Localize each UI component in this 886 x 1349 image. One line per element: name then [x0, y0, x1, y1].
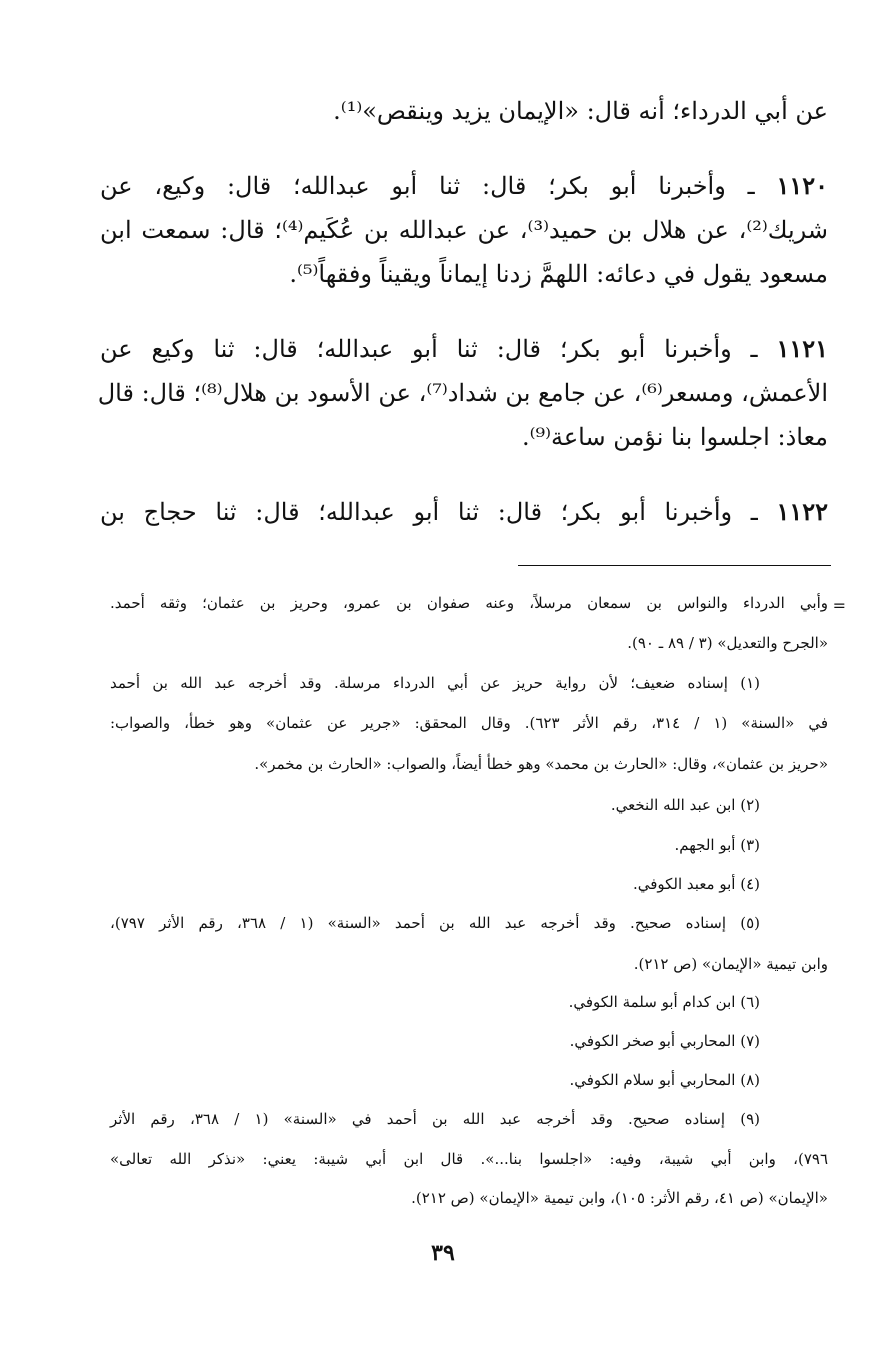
- main-text-line: عن أبي الدرداء؛ أنه قال: «الإيمان يزيد وينقص»⁽¹⁾.: [333, 97, 828, 125]
- footnote-line: وابن تيمية «الإيمان» (ص ٢١٢).: [633, 955, 828, 973]
- footnote-6: (٦) ابن كدام أبو سلمة الكوفي.: [568, 993, 760, 1011]
- hadith-number: ١١٢٠: [776, 171, 828, 200]
- footnote-5-line: (٥) إسناده صحيح. وقد أخرجه عبد الله بن أحمد «السنة» (١ / ٣٦٨، رقم الأثر ٧٩٧)،: [110, 914, 760, 932]
- main-text-line: شريك⁽²⁾، عن هلال بن حميد⁽³⁾، عن عبدالله بن عُكَيم⁽⁴⁾؛ قال: سمعت ابن: [100, 216, 828, 244]
- footnote-line: «حريز بن عثمان»، وقال: «الحارث بن محمد» وهو خطأ أيضاً، والصواب: «الحارث بن مخمر».: [254, 755, 828, 773]
- hadith-number: ١١٢٢: [776, 497, 828, 526]
- main-text-segment: ـ وأخبرنا أبو بكر؛ قال: ثنا أبو عبدالله؛ قال: ثنا حجاج بن: [100, 498, 777, 526]
- main-text-segment: ـ وأخبرنا أبو بكر؛ قال: ثنا أبو عبدالله؛ قال: وكيع، عن: [100, 172, 777, 200]
- footnote-continuation-marker: =: [832, 596, 846, 615]
- footnote-separator: [518, 565, 831, 566]
- footnote-7: (٧) المحاربي أبو صخر الكوفي.: [569, 1032, 760, 1050]
- footnote-line: «الإيمان» (ص ٤١، رقم الأثر: ١٠٥)، وابن تيمية «الإيمان» (ص ٢١٢).: [411, 1189, 828, 1207]
- footnote-line: في «السنة» (١ / ٣١٤، رقم الأثر ٦٢٣). وقال المحقق: «جرير عن عثمان» وهو خطأ، والصواب:: [110, 714, 829, 732]
- footnote-line: «الجرح والتعديل» (٣ / ٨٩ ـ ٩٠).: [627, 634, 828, 652]
- footnote-8: (٨) المحاربي أبو سلام الكوفي.: [569, 1071, 760, 1089]
- footnote-line: وأبي الدرداء والنواس بن سمعان مرسلاً، وعنه صفوان بن عمرو، وحريز بن عثمان؛ وثقه أحمد.: [110, 594, 828, 612]
- main-text-line: الأعمش، ومسعر⁽⁶⁾، عن جامع بن شداد⁽⁷⁾، عن الأسود بن هلال⁽⁸⁾؛ قال: قال: [97, 379, 828, 407]
- footnote-9-line: (٩) إسناده صحيح. وقد أخرجه عبد الله بن أحمد في «السنة» (١ / ٣٦٨، رقم الأثر: [110, 1110, 760, 1128]
- main-text-segment: ـ وأخبرنا أبو بكر؛ قال: ثنا أبو عبدالله؛ قال: ثنا وكيع عن: [100, 335, 777, 363]
- main-text-line: معاذ: اجلسوا بنا نؤمن ساعة⁽⁹⁾.: [521, 423, 828, 451]
- hadith-1120-line: [100, 172, 828, 201]
- page-number: ٣٩: [431, 1240, 455, 1266]
- footnote-4: (٤) أبو معبد الكوفي.: [632, 875, 760, 893]
- footnote-1-line: (١) إسناده ضعيف؛ لأن رواية حريز عن أبي الدرداء مرسلة. وقد أخرجه عبد الله بن أحمد: [110, 674, 760, 692]
- footnote-2: (٢) ابن عبد الله النخعي.: [610, 796, 760, 814]
- hadith-number: ١١٢١: [776, 334, 828, 363]
- main-text-line: مسعود يقول في دعائه: اللهمَّ زدنا إيماناً ويقيناً وفقهاً⁽⁵⁾.: [289, 260, 828, 288]
- hadith-1121-line: [100, 335, 828, 364]
- footnote-3: (٣) أبو الجهم.: [674, 836, 760, 854]
- hadith-1122-line: [100, 498, 828, 527]
- footnote-line: ٧٩٦)، وابن أبي شيبة، وفيه: «اجلسوا بنا...». قال ابن أبي شيبة: يعني: «نذكر الله تعالى»: [110, 1150, 828, 1168]
